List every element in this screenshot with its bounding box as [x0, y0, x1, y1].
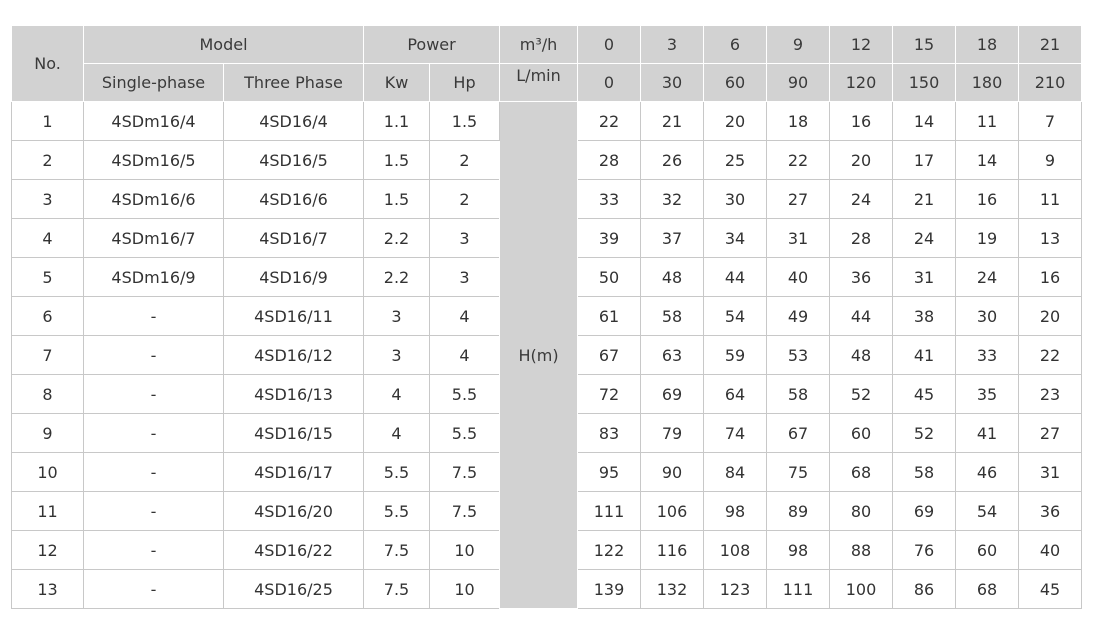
row-power-hp: 2 [430, 180, 500, 219]
row-power-kw: 7.5 [364, 531, 430, 570]
row-head-value: 21 [641, 102, 704, 141]
row-head-value: 69 [893, 492, 956, 531]
header-flow-lmin: 180 [956, 64, 1019, 102]
row-power-kw: 2.2 [364, 258, 430, 297]
row-head-value: 17 [893, 141, 956, 180]
header-flow-lmin: 60 [704, 64, 767, 102]
head-label: H(m) [500, 102, 578, 609]
row-head-value: 18 [767, 102, 830, 141]
table-row [12, 102, 1082, 141]
row-three-phase-model: 4SD16/17 [224, 453, 364, 492]
header-flow-m3h-unit: m³/h [500, 26, 578, 64]
row-head-value: 41 [956, 414, 1019, 453]
row-head-value: 89 [767, 492, 830, 531]
row-power-hp: 10 [430, 570, 500, 609]
header-flow-m3h: 15 [893, 26, 956, 64]
row-head-value: 30 [704, 180, 767, 219]
row-head-value: 54 [956, 492, 1019, 531]
row-head-value: 37 [641, 219, 704, 258]
row-no: 4 [12, 219, 84, 258]
row-head-value: 72 [578, 375, 641, 414]
row-head-value: 7 [1019, 102, 1082, 141]
row-power-hp: 3 [430, 258, 500, 297]
row-three-phase-model: 4SD16/12 [224, 336, 364, 375]
row-head-value: 22 [1019, 336, 1082, 375]
row-no: 7 [12, 336, 84, 375]
row-three-phase-model: 4SD16/4 [224, 102, 364, 141]
row-head-value: 80 [830, 492, 893, 531]
row-head-value: 58 [641, 297, 704, 336]
row-head-value: 33 [578, 180, 641, 219]
row-single-phase-model: - [84, 336, 224, 375]
row-power-kw: 3 [364, 297, 430, 336]
row-power-kw: 4 [364, 375, 430, 414]
row-head-value: 88 [830, 531, 893, 570]
pump-performance-table [11, 25, 1082, 609]
row-head-value: 98 [767, 531, 830, 570]
row-head-value: 74 [704, 414, 767, 453]
row-head-value: 9 [1019, 141, 1082, 180]
row-head-value: 21 [893, 180, 956, 219]
row-head-value: 111 [578, 492, 641, 531]
row-head-value: 39 [578, 219, 641, 258]
row-head-value: 34 [704, 219, 767, 258]
row-single-phase-model: - [84, 375, 224, 414]
row-three-phase-model: 4SD16/22 [224, 531, 364, 570]
row-single-phase-model: 4SDm16/7 [84, 219, 224, 258]
row-head-value: 46 [956, 453, 1019, 492]
row-head-value: 108 [704, 531, 767, 570]
header-flow-m3h: 12 [830, 26, 893, 64]
row-single-phase-model: 4SDm16/6 [84, 180, 224, 219]
row-single-phase-model: - [84, 414, 224, 453]
row-no: 13 [12, 570, 84, 609]
row-power-hp: 3 [430, 219, 500, 258]
row-head-value: 30 [956, 297, 1019, 336]
row-power-kw: 5.5 [364, 492, 430, 531]
row-head-value: 20 [1019, 297, 1082, 336]
row-head-value: 67 [578, 336, 641, 375]
row-head-value: 22 [578, 102, 641, 141]
row-head-value: 11 [1019, 180, 1082, 219]
row-head-value: 100 [830, 570, 893, 609]
row-head-value: 68 [830, 453, 893, 492]
row-head-value: 25 [704, 141, 767, 180]
row-head-value: 19 [956, 219, 1019, 258]
row-head-value: 139 [578, 570, 641, 609]
row-three-phase-model: 4SD16/11 [224, 297, 364, 336]
row-single-phase-model: 4SDm16/4 [84, 102, 224, 141]
row-no: 11 [12, 492, 84, 531]
row-head-value: 31 [767, 219, 830, 258]
header-row-2 [12, 64, 1082, 102]
row-head-value: 45 [893, 375, 956, 414]
row-head-value: 24 [830, 180, 893, 219]
row-head-value: 98 [704, 492, 767, 531]
header-flow-m3h: 3 [641, 26, 704, 64]
row-head-value: 53 [767, 336, 830, 375]
row-head-value: 68 [956, 570, 1019, 609]
row-head-value: 60 [956, 531, 1019, 570]
row-power-hp: 5.5 [430, 414, 500, 453]
row-power-kw: 1.5 [364, 141, 430, 180]
row-head-value: 69 [641, 375, 704, 414]
row-head-value: 90 [641, 453, 704, 492]
header-flow-m3h: 21 [1019, 26, 1082, 64]
header-no: No. [12, 26, 84, 102]
row-head-value: 48 [830, 336, 893, 375]
row-head-value: 23 [1019, 375, 1082, 414]
header-power: Power [364, 26, 500, 64]
row-head-value: 111 [767, 570, 830, 609]
header-flow-lmin: 30 [641, 64, 704, 102]
row-three-phase-model: 4SD16/7 [224, 219, 364, 258]
header-flow-m3h: 9 [767, 26, 830, 64]
row-head-value: 84 [704, 453, 767, 492]
row-head-value: 40 [1019, 531, 1082, 570]
row-head-value: 16 [830, 102, 893, 141]
row-three-phase-model: 4SD16/9 [224, 258, 364, 297]
row-head-value: 64 [704, 375, 767, 414]
row-power-kw: 2.2 [364, 219, 430, 258]
row-three-phase-model: 4SD16/6 [224, 180, 364, 219]
row-power-hp: 5.5 [430, 375, 500, 414]
row-single-phase-model: - [84, 531, 224, 570]
row-head-value: 11 [956, 102, 1019, 141]
row-head-value: 63 [641, 336, 704, 375]
row-power-hp: 7.5 [430, 453, 500, 492]
row-three-phase-model: 4SD16/25 [224, 570, 364, 609]
row-no: 10 [12, 453, 84, 492]
row-head-value: 122 [578, 531, 641, 570]
row-no: 2 [12, 141, 84, 180]
row-head-value: 48 [641, 258, 704, 297]
row-head-value: 123 [704, 570, 767, 609]
row-head-value: 44 [704, 258, 767, 297]
row-head-value: 20 [704, 102, 767, 141]
header-flow-m3h: 6 [704, 26, 767, 64]
row-power-hp: 4 [430, 297, 500, 336]
row-power-hp: 2 [430, 141, 500, 180]
row-head-value: 16 [956, 180, 1019, 219]
row-head-value: 20 [830, 141, 893, 180]
row-head-value: 35 [956, 375, 1019, 414]
row-head-value: 27 [767, 180, 830, 219]
row-head-value: 52 [893, 414, 956, 453]
row-head-value: 95 [578, 453, 641, 492]
row-power-hp: 10 [430, 531, 500, 570]
row-head-value: 49 [767, 297, 830, 336]
header-flow-lmin: 150 [893, 64, 956, 102]
row-head-value: 86 [893, 570, 956, 609]
row-power-hp: 7.5 [430, 492, 500, 531]
row-no: 8 [12, 375, 84, 414]
row-head-value: 116 [641, 531, 704, 570]
row-head-value: 16 [1019, 258, 1082, 297]
row-power-kw: 7.5 [364, 570, 430, 609]
row-power-hp: 1.5 [430, 102, 500, 141]
row-head-value: 14 [893, 102, 956, 141]
row-single-phase-model: 4SDm16/5 [84, 141, 224, 180]
row-head-value: 31 [893, 258, 956, 297]
row-single-phase-model: - [84, 492, 224, 531]
header-flow-m3h: 18 [956, 26, 1019, 64]
table-body [12, 102, 1082, 609]
row-head-value: 67 [767, 414, 830, 453]
row-head-value: 75 [767, 453, 830, 492]
row-power-kw: 1.1 [364, 102, 430, 141]
header-three-phase: Three Phase [224, 64, 364, 102]
row-three-phase-model: 4SD16/5 [224, 141, 364, 180]
row-power-kw: 5.5 [364, 453, 430, 492]
row-head-value: 76 [893, 531, 956, 570]
header-flow-lmin: 120 [830, 64, 893, 102]
row-head-value: 32 [641, 180, 704, 219]
row-power-kw: 4 [364, 414, 430, 453]
header-kw: Kw [364, 64, 430, 102]
row-head-value: 60 [830, 414, 893, 453]
row-head-value: 132 [641, 570, 704, 609]
header-flow-lmin: 210 [1019, 64, 1082, 102]
row-head-value: 38 [893, 297, 956, 336]
row-head-value: 14 [956, 141, 1019, 180]
row-head-value: 26 [641, 141, 704, 180]
row-head-value: 27 [1019, 414, 1082, 453]
row-head-value: 79 [641, 414, 704, 453]
row-no: 12 [12, 531, 84, 570]
row-no: 6 [12, 297, 84, 336]
row-power-hp: 4 [430, 336, 500, 375]
row-head-value: 22 [767, 141, 830, 180]
row-no: 9 [12, 414, 84, 453]
row-head-value: 28 [578, 141, 641, 180]
row-head-value: 36 [1019, 492, 1082, 531]
row-head-value: 40 [767, 258, 830, 297]
header-row-1 [12, 26, 1082, 64]
header-flow-m3h: 0 [578, 26, 641, 64]
row-three-phase-model: 4SD16/13 [224, 375, 364, 414]
row-single-phase-model: - [84, 453, 224, 492]
row-head-value: 36 [830, 258, 893, 297]
table-header [12, 26, 1082, 102]
row-head-value: 41 [893, 336, 956, 375]
row-single-phase-model: - [84, 297, 224, 336]
row-head-value: 44 [830, 297, 893, 336]
header-flow-lmin: 0 [578, 64, 641, 102]
row-no: 1 [12, 102, 84, 141]
row-power-kw: 1.5 [364, 180, 430, 219]
row-head-value: 28 [830, 219, 893, 258]
row-no: 5 [12, 258, 84, 297]
row-head-value: 33 [956, 336, 1019, 375]
row-head-value: 58 [767, 375, 830, 414]
row-head-value: 50 [578, 258, 641, 297]
row-head-value: 106 [641, 492, 704, 531]
row-head-value: 54 [704, 297, 767, 336]
row-head-value: 59 [704, 336, 767, 375]
row-head-value: 45 [1019, 570, 1082, 609]
header-flow-lmin-unit: L/min [500, 64, 578, 102]
row-head-value: 61 [578, 297, 641, 336]
header-model: Model [84, 26, 364, 64]
row-three-phase-model: 4SD16/20 [224, 492, 364, 531]
row-power-kw: 3 [364, 336, 430, 375]
header-flow-lmin: 90 [767, 64, 830, 102]
row-no: 3 [12, 180, 84, 219]
pump-performance-table-wrapper [11, 25, 1082, 609]
row-head-value: 24 [893, 219, 956, 258]
row-head-value: 24 [956, 258, 1019, 297]
row-head-value: 52 [830, 375, 893, 414]
row-single-phase-model: 4SDm16/9 [84, 258, 224, 297]
header-single-phase: Single-phase [84, 64, 224, 102]
header-hp: Hp [430, 64, 500, 102]
row-three-phase-model: 4SD16/15 [224, 414, 364, 453]
row-single-phase-model: - [84, 570, 224, 609]
row-head-value: 31 [1019, 453, 1082, 492]
row-head-value: 13 [1019, 219, 1082, 258]
row-head-value: 83 [578, 414, 641, 453]
row-head-value: 58 [893, 453, 956, 492]
